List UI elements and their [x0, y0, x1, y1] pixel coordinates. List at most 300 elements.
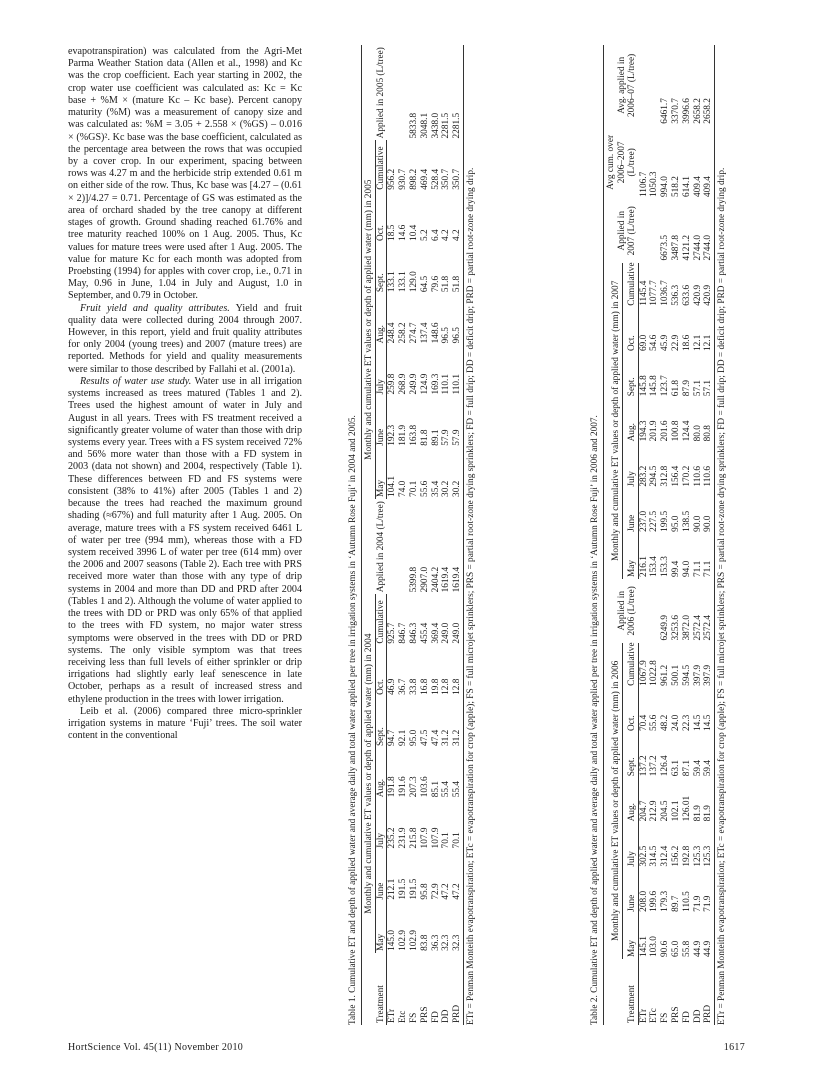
- value-cell: 181.9: [398, 424, 409, 446]
- month-header: Aug.: [375, 748, 387, 799]
- value-cell: 90.0: [703, 489, 714, 534]
- value-cell: [638, 579, 649, 643]
- value-cell: 107.9: [430, 827, 441, 849]
- month-header: Oct.: [622, 308, 638, 353]
- value-cell: 137.2: [638, 755, 649, 777]
- month-header: May: [375, 448, 387, 499]
- table-1-applied-2004: Applied in 2004 (L/tree): [361, 499, 387, 594]
- value-cell: 123.7: [660, 375, 671, 397]
- value-cell: 55.4: [441, 780, 452, 798]
- table-1: [348, 45, 523, 1025]
- value-cell: 2572.4: [692, 614, 703, 641]
- value-cell: 2658.2: [703, 45, 714, 126]
- value-cell: 1022.8: [649, 660, 660, 686]
- month-header: June: [375, 397, 387, 448]
- value-cell: 274.7: [408, 322, 419, 344]
- value-cell: 47.4: [430, 729, 441, 747]
- value-cell: 51.8: [452, 243, 463, 294]
- value-cell: 231.9: [398, 827, 409, 849]
- value-cell: 312.8: [660, 465, 671, 487]
- value-cell: 103.6: [419, 776, 430, 798]
- value-cell: 94.0: [681, 560, 692, 578]
- value-cell: 59.4: [692, 759, 703, 777]
- month-header: July: [375, 345, 387, 396]
- month-header: Sept.: [375, 697, 387, 748]
- value-cell: 74.0: [398, 480, 409, 497]
- value-cell: 1145.4: [638, 280, 649, 306]
- value-cell: 18.6: [681, 334, 692, 351]
- value-cell: 1077.7: [649, 280, 660, 306]
- value-cell: 2404.2: [430, 566, 441, 593]
- value-cell: 10.4: [408, 224, 419, 241]
- value-cell: 126.4: [660, 755, 671, 777]
- value-cell: 5.2: [419, 229, 430, 241]
- value-cell: 614.1: [681, 176, 692, 197]
- value-cell: 57.1: [692, 379, 703, 397]
- value-cell: 14.5: [692, 714, 703, 732]
- value-cell: 14.5: [703, 688, 714, 733]
- value-cell: 102.1: [671, 800, 682, 822]
- table-1-treatment-header: Treatment: [375, 953, 387, 1025]
- value-cell: 249.0: [441, 622, 452, 644]
- value-cell: [387, 499, 398, 594]
- value-cell: 201.9: [649, 420, 660, 442]
- value-cell: 6673.5: [660, 234, 671, 261]
- value-cell: 61.8: [671, 379, 682, 397]
- month-header: Aug.: [375, 294, 387, 345]
- value-cell: 44.9: [703, 914, 714, 959]
- value-cell: 191.5: [408, 878, 419, 900]
- table-row: [660, 45, 671, 1025]
- value-cell: 31.2: [441, 729, 452, 747]
- value-cell: 212.1: [387, 878, 398, 900]
- value-cell: 72.9: [430, 883, 441, 900]
- value-cell: 409.4: [692, 176, 703, 197]
- value-cell: 3487.8: [671, 234, 682, 261]
- table-1-group-2004: Monthly and cumulative ET values or depth of applied water (mm) in 2004: [361, 594, 375, 952]
- value-cell: 420.9: [703, 263, 714, 308]
- value-cell: 846.3: [408, 622, 419, 644]
- value-cell: 129.0: [408, 271, 419, 293]
- value-cell: 248.4: [387, 322, 398, 344]
- month-header: June: [622, 489, 638, 534]
- value-cell: 201.6: [660, 420, 671, 442]
- treatment-cell: FS: [660, 1012, 671, 1023]
- value-cell: [649, 199, 660, 263]
- month-header: Oct.: [375, 646, 387, 697]
- month-header: Sept.: [375, 243, 387, 294]
- value-cell: 5833.8: [408, 112, 419, 139]
- value-cell: 110.6: [692, 466, 703, 487]
- value-cell: 930.7: [398, 168, 409, 190]
- value-cell: 294.5: [649, 465, 660, 487]
- value-cell: 55.4: [452, 748, 463, 799]
- value-cell: 207.3: [408, 776, 419, 798]
- table-row: [409, 45, 420, 1025]
- table-2-treatment-header: Treatment: [622, 959, 638, 1025]
- value-cell: 259.8: [387, 373, 398, 395]
- value-cell: 46.9: [387, 678, 398, 695]
- value-cell: 24.0: [671, 714, 682, 732]
- page-footer: [68, 1042, 745, 1056]
- value-cell: 80.0: [692, 425, 703, 442]
- value-cell: 71.1: [703, 534, 714, 579]
- value-cell: 22.9: [671, 334, 682, 351]
- value-cell: [649, 579, 660, 643]
- value-cell: 170.2: [681, 465, 692, 487]
- value-cell: 3996.6: [681, 98, 692, 124]
- value-cell: 45.9: [660, 334, 671, 351]
- value-cell: 3370.7: [671, 98, 682, 124]
- value-cell: 1106.7: [638, 171, 649, 197]
- treatment-cell: Etc: [398, 1010, 409, 1023]
- value-cell: 148.6: [430, 322, 441, 344]
- value-cell: 71.9: [703, 869, 714, 914]
- value-cell: 3253.6: [671, 614, 682, 641]
- value-cell: 55.6: [419, 480, 430, 497]
- value-cell: 55.6: [649, 714, 660, 732]
- value-cell: 153.4: [649, 556, 660, 578]
- table-1-applied-2005: Applied in 2005 (L/tree): [361, 45, 387, 140]
- value-cell: 500.1: [671, 664, 682, 686]
- value-cell: 96.5: [441, 327, 452, 344]
- value-cell: 16.8: [419, 678, 430, 695]
- value-cell: 80.8: [703, 398, 714, 443]
- table-row: [703, 45, 714, 1025]
- value-cell: 249.0: [452, 594, 463, 645]
- value-cell: 31.2: [452, 697, 463, 748]
- value-cell: 235.2: [387, 827, 398, 849]
- value-cell: 71.1: [692, 560, 703, 578]
- value-cell: 191.6: [398, 776, 409, 798]
- value-cell: 268.9: [398, 373, 409, 395]
- value-cell: 1619.4: [441, 566, 452, 593]
- month-header: Cumulative: [622, 263, 638, 308]
- treatment-cell: FD: [681, 1011, 692, 1023]
- value-cell: 961.2: [660, 664, 671, 686]
- treatment-cell: DD: [441, 1009, 452, 1023]
- value-cell: 83.8: [419, 934, 430, 951]
- value-cell: 95.0: [671, 515, 682, 532]
- value-cell: [398, 499, 409, 594]
- value-cell: 208.0: [638, 890, 649, 912]
- value-cell: 518.2: [671, 176, 682, 197]
- table-row: [649, 45, 660, 1025]
- value-cell: 2744.0: [692, 234, 703, 261]
- value-cell: 191.5: [398, 878, 409, 900]
- month-header: July: [622, 823, 638, 868]
- value-cell: 179.3: [660, 890, 671, 912]
- value-cell: 57.9: [452, 397, 463, 448]
- value-cell: 594.5: [681, 664, 692, 686]
- body-paragraph: [68, 303, 302, 376]
- value-cell: 85.1: [430, 780, 441, 798]
- value-cell: 12.1: [692, 334, 703, 351]
- value-cell: 90.0: [692, 515, 703, 532]
- value-cell: 110.1: [452, 345, 463, 396]
- value-cell: 1050.3: [649, 171, 660, 197]
- value-cell: 536.3: [671, 284, 682, 306]
- treatment-cell: PRS: [671, 1006, 682, 1023]
- value-cell: 47.2: [441, 883, 452, 900]
- value-cell: 32.3: [452, 902, 463, 953]
- value-cell: 89.7: [671, 895, 682, 912]
- value-cell: 302.5: [638, 845, 649, 867]
- value-cell: 199.5: [660, 510, 671, 532]
- value-cell: 258.2: [398, 322, 409, 344]
- value-cell: 70.1: [408, 480, 419, 497]
- value-cell: 212.9: [649, 800, 660, 822]
- value-cell: 169.3: [430, 373, 441, 395]
- value-cell: 71.9: [692, 895, 703, 912]
- value-cell: 409.4: [703, 126, 714, 199]
- value-cell: 18.5: [387, 224, 398, 241]
- journal-citation: HortScience Vol. 45(11) November 2010: [68, 1042, 244, 1053]
- table-2-grid: [603, 45, 715, 1025]
- paragraph-run-in-heading: Results of water use study.: [80, 375, 192, 387]
- value-cell: 350.7: [441, 168, 452, 190]
- table-row: [441, 45, 452, 1025]
- value-cell: 90.6: [660, 940, 671, 958]
- value-cell: 145.1: [638, 936, 649, 958]
- value-cell: 350.7: [452, 140, 463, 191]
- value-cell: 110.5: [681, 891, 692, 912]
- value-cell: 126.01: [681, 795, 692, 822]
- treatment-cell: PRD: [703, 959, 714, 1025]
- value-cell: 1067.9: [638, 660, 649, 686]
- value-cell: 397.9: [703, 643, 714, 688]
- value-cell: 102.9: [398, 929, 409, 951]
- value-cell: 124.9: [419, 373, 430, 395]
- treatment-cell: PRS: [419, 1006, 430, 1023]
- value-cell: 99.4: [671, 560, 682, 578]
- treatment-cell: DD: [692, 1009, 703, 1023]
- treatment-cell: FS: [408, 1012, 419, 1023]
- value-cell: 249.9: [408, 373, 419, 395]
- value-cell: 192.3: [387, 424, 398, 446]
- value-cell: 12.1: [703, 308, 714, 353]
- value-cell: 54.6: [649, 334, 660, 351]
- value-cell: 204.7: [638, 800, 649, 822]
- value-cell: 125.3: [692, 845, 703, 867]
- value-cell: 455.4: [419, 622, 430, 644]
- value-cell: 215.8: [408, 827, 419, 849]
- value-cell: 133.1: [398, 271, 409, 293]
- month-header: June: [375, 850, 387, 901]
- value-cell: 314.5: [649, 845, 660, 867]
- value-cell: 2281.5: [452, 45, 463, 140]
- table-1-caption: Table 1. Cumulative ET and depth of applied water and average daily and total water applied per tree in irrigation systems in ‘Autumn Rose Fuji’ in 2004 and 2005.: [348, 415, 358, 1025]
- value-cell: 70.1: [441, 832, 452, 849]
- treatment-cell: ETr: [387, 1008, 398, 1023]
- value-cell: 12.8: [441, 678, 452, 695]
- value-cell: 65.0: [671, 940, 682, 958]
- table-2-group-2007: Monthly and cumulative ET values or depth of applied water (mm) in 2007: [603, 263, 622, 580]
- value-cell: 227.5: [649, 510, 660, 532]
- value-cell: 22.3: [681, 714, 692, 732]
- value-cell: 70.4: [638, 714, 649, 732]
- value-cell: 4.2: [441, 229, 452, 241]
- value-cell: 69.0: [638, 334, 649, 351]
- table-1-grid: [361, 45, 464, 1025]
- table-2-applied-2006: Applied in 2006 (L/tree): [603, 579, 638, 643]
- value-cell: 92.1: [398, 729, 409, 747]
- value-cell: 369.4: [430, 622, 441, 644]
- month-header: Cumulative: [375, 594, 387, 645]
- value-cell: 3438.0: [430, 112, 441, 139]
- value-cell: 96.5: [452, 294, 463, 345]
- table-2-group-2006: Monthly and cumulative ET values or depth of applied water (mm) in 2006: [603, 643, 622, 960]
- table-row: [682, 45, 693, 1025]
- value-cell: 192.8: [681, 845, 692, 867]
- value-cell: 110.6: [703, 443, 714, 488]
- paragraph-text: evapotranspiration) was calculated from the Agri-Met Parma Weather Station data (Allen et al., 1998) and Kc was the crop coefficient. Each year starting in 2002, the crop water use coefficient was calculated as: Kc = Kc base + %M × (mature Kc – Kc base). Percent canopy maturity (%M) was a measurement of canopy size and was calculated as: %M = 3.05 + 2.558 × (%GS) – 0.016 × (%GS)². Kc base was the base coefficient, calculated as the percentage area between the rows that was occupied by a cover crop. In our experiment, spacing between rows was 4.27 m and the herbicide strip extended 0.61 m on either side of the row. Thus, Kc base was [4.27 – (0.61 × 2)]/4.27 = 0.71. Percentage of GS was estimated as the area of orchard shaded by the tree canopy at different stages of growth. Ground shading reached 61.76% and tree maturity reached 100% on 1 Aug. 2005. Thus, Kc values for mature trees were used after 1 Aug. 2005. The value for mature Kc for each month was adopted from Proebsting (1994) for apples with cover crop, i.e., 0.71 in May, 0.96 in June, 1.04 in July and August, 1.0 in September, and 0.79 in October.: [68, 46, 302, 302]
- table-row: [387, 45, 398, 1025]
- value-cell: 33.8: [408, 678, 419, 695]
- month-header: Sept.: [622, 353, 638, 398]
- value-cell: 48.2: [660, 714, 671, 732]
- treatment-cell: FD: [430, 1011, 441, 1023]
- table-2: [590, 45, 765, 1025]
- value-cell: 59.4: [703, 733, 714, 778]
- month-header: June: [622, 869, 638, 914]
- table-2-caption: Table 2. Cumulative ET and depth of applied water and average daily and total water applied per tree in irrigation systems in ‘Autumn Rose Fuji’ in 2006 and 2007.: [590, 415, 600, 1025]
- value-cell: 35.4: [430, 480, 441, 497]
- value-cell: 137.4: [419, 322, 430, 344]
- value-cell: 32.3: [441, 934, 452, 951]
- table-2-footnote: ETr = Penman Monteith evapotranspiration; ETc = evapotranspiration for crop (apple); FS = full microjet sprinklers; PRS = partial root-zone drying sprinklers; FD = full drip; DD = deficit drip; PRD = partial root-zone drying drip.: [717, 167, 728, 1025]
- value-cell: 95.0: [408, 729, 419, 747]
- table-row: [420, 45, 431, 1025]
- body-paragraph: [68, 376, 302, 706]
- table-1-group-2005: Monthly and cumulative ET values or depth of applied water (mm) in 2005: [361, 140, 375, 498]
- month-header: Sept.: [622, 733, 638, 778]
- value-cell: 12.8: [452, 646, 463, 697]
- value-cell: 2658.2: [692, 98, 703, 124]
- table-row: [638, 45, 649, 1025]
- value-cell: 63.1: [671, 759, 682, 777]
- value-cell: [649, 45, 660, 126]
- page-number: 1617: [723, 1042, 745, 1053]
- value-cell: 30.2: [452, 448, 463, 499]
- value-cell: [638, 199, 649, 263]
- value-cell: 36.7: [398, 678, 409, 695]
- value-cell: 94.7: [387, 729, 398, 747]
- value-cell: 145.0: [387, 929, 398, 951]
- value-cell: [638, 45, 649, 126]
- body-text-column: [68, 46, 302, 742]
- value-cell: 138.5: [681, 510, 692, 532]
- value-cell: 994.0: [660, 176, 671, 197]
- value-cell: 6.4: [430, 229, 441, 241]
- table-row: [693, 45, 704, 1025]
- value-cell: 145.8: [638, 375, 649, 397]
- value-cell: 156.2: [671, 845, 682, 867]
- value-cell: 4121.2: [681, 234, 692, 261]
- value-cell: 633.6: [681, 284, 692, 306]
- value-cell: 2907.0: [419, 566, 430, 593]
- table-2-avg-applied: Avg. applied in 2006–07 (L/tree): [603, 45, 638, 126]
- treatment-cell: ETr: [638, 1008, 649, 1023]
- value-cell: 1036.7: [660, 280, 671, 306]
- value-cell: 125.3: [703, 823, 714, 868]
- value-cell: 110.1: [441, 373, 452, 395]
- month-header: July: [375, 799, 387, 850]
- value-cell: 846.7: [398, 622, 409, 644]
- month-header: Aug.: [622, 778, 638, 823]
- value-cell: 469.4: [419, 168, 430, 190]
- value-cell: 95.8: [419, 883, 430, 900]
- value-cell: 1619.4: [452, 499, 463, 594]
- value-cell: 898.2: [408, 168, 419, 190]
- month-header: Oct.: [375, 192, 387, 243]
- value-cell: 199.6: [649, 890, 660, 912]
- value-cell: 81.8: [419, 429, 430, 446]
- month-header: Cumulative: [375, 140, 387, 191]
- table-2-applied-2007: Applied in 2007 (L/tree): [603, 199, 638, 263]
- value-cell: 2744.0: [703, 199, 714, 263]
- paragraph-text: Leib et al. (2006) compared three micro-sprinkler irrigation systems in mature ‘Fuji’ trees. The soil water content in the conventional: [68, 705, 302, 742]
- table-row: [431, 45, 442, 1025]
- table-row: [671, 45, 682, 1025]
- month-header: May: [622, 914, 638, 959]
- treatment-cell: PRD: [452, 953, 463, 1025]
- value-cell: 47.5: [419, 729, 430, 747]
- value-cell: 312.4: [660, 845, 671, 867]
- value-cell: 81.9: [703, 778, 714, 823]
- value-cell: 57.9: [441, 429, 452, 446]
- value-cell: 51.8: [441, 275, 452, 293]
- value-cell: 30.2: [441, 480, 452, 497]
- value-cell: 79.6: [430, 275, 441, 293]
- month-header: Cumulative: [622, 643, 638, 688]
- value-cell: 956.2: [387, 168, 398, 190]
- value-cell: 64.5: [419, 275, 430, 293]
- table-row: [452, 45, 463, 1025]
- treatment-cell: ETc: [649, 1008, 660, 1023]
- value-cell: 153.3: [660, 556, 671, 578]
- value-cell: 3048.1: [419, 112, 430, 139]
- value-cell: 104.1: [387, 476, 398, 497]
- value-cell: 191.8: [387, 776, 398, 798]
- value-cell: 216.1: [638, 556, 649, 578]
- value-cell: 5399.8: [408, 566, 419, 593]
- value-cell: 133.1: [387, 271, 398, 293]
- paragraph-run-in-heading: Fruit yield and quality attributes.: [80, 302, 230, 314]
- value-cell: 100.8: [671, 420, 682, 442]
- paragraph-text: Yield and fruit quality data were collected during 2004 through 2007. However, in this report, yield and fruit quality attributes for only 2004 (young trees) and 2007 (mature trees) are reported. Methods for yield and quality measurements were similar to those described by Fallahi et al. (2001a).: [68, 302, 302, 375]
- value-cell: 204.5: [660, 800, 671, 822]
- value-cell: 2281.5: [441, 112, 452, 139]
- value-cell: 4.2: [452, 192, 463, 243]
- value-cell: 194.3: [638, 420, 649, 442]
- month-header: July: [622, 443, 638, 488]
- value-cell: 283.2: [638, 465, 649, 487]
- value-cell: 6249.9: [660, 614, 671, 641]
- value-cell: 6461.7: [660, 98, 671, 124]
- value-cell: 102.9: [408, 929, 419, 951]
- value-cell: [387, 45, 398, 140]
- value-cell: 57.1: [703, 353, 714, 398]
- month-header: Oct.: [622, 688, 638, 733]
- body-paragraph: [68, 706, 302, 743]
- table-2-avg-cum: Avg cum. over 2006–2007 (L/tree): [603, 126, 638, 199]
- table-1-footnote: ETr = Penman Monteith evapotranspiration; ETc = evapotranspiration for crop (apple); FS = full microjet sprinklers; PRS = partial root-zone drying sprinklers; FD = full drip; DD = deficit drip; PRD = partial root-zone drying drip.: [465, 167, 476, 1025]
- value-cell: 237.0: [638, 510, 649, 532]
- value-cell: 47.2: [452, 850, 463, 901]
- value-cell: 14.6: [398, 224, 409, 241]
- value-cell: [398, 45, 409, 140]
